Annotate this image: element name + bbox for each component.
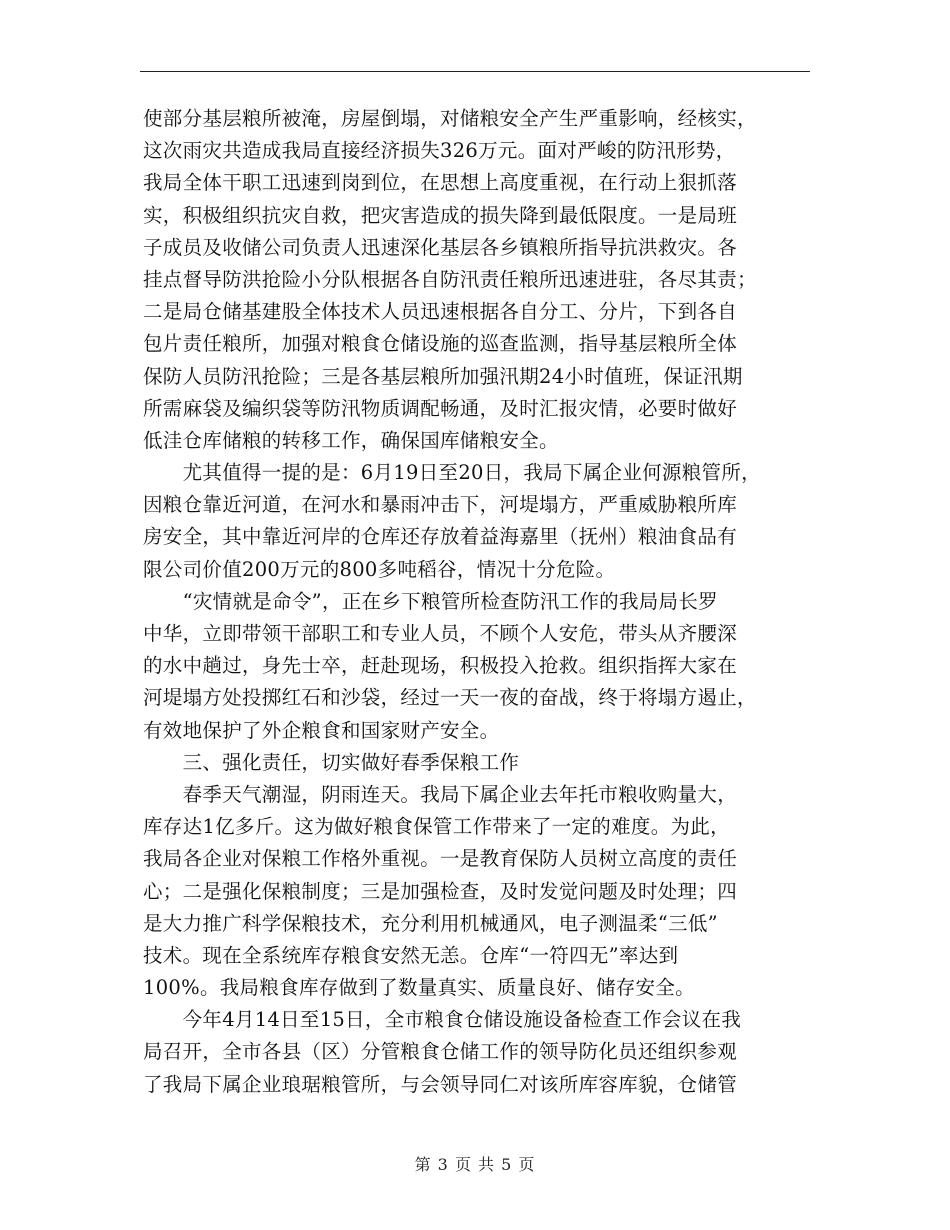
- text-line: 实，积极组织抗灾自救，把灾害造成的损失降到最低限度。一是局班: [143, 203, 738, 227]
- text-line: 有效地保护了外企粮食和国家财产安全。: [143, 718, 500, 742]
- text-line: 所需麻袋及编织袋等防汛物质调配畅通，及时汇报灾情，必要时做好: [143, 396, 738, 420]
- text-line: 低洼仓库储粮的转移工作，确保国库储粮安全。: [143, 428, 559, 452]
- text-line: 是大力推广科学保粮技术，充分利用机械通风，电子测温柔“三低”: [143, 911, 718, 935]
- text-line: 我局全体干职工迅速到岗到位，在思想上高度重视，在行动上狠抓落: [143, 171, 738, 195]
- text-line: 河堤塌方处投掷红石和沙袋，经过一天一夜的奋战，终于将塌方遏止，: [143, 686, 757, 710]
- text-line: 房安全，其中靠近河岸的仓库还存放着益海嘉里（抚州）粮油食品有: [143, 525, 738, 549]
- text-line: 我局各企业对保粮工作格外重视。一是教育保防人员树立高度的责任: [143, 847, 738, 871]
- text-line: 局召开，全市各县（区）分管粮食仓储工作的领导防化员还组织参观: [143, 1040, 738, 1064]
- text-line: 技术。现在全系统库存粮食安然无恙。仓库“一符四无”率达到: [143, 943, 679, 967]
- text-line: 100%。我局粮食库存做到了数量真实、质量良好、储存安全。: [143, 976, 695, 1000]
- text-line: 保防人员防汛抢险；三是各基层粮所加强汛期24小时值班，保证汛期: [143, 364, 743, 388]
- text-line: 包片责任粮所，加强对粮食仓储设施的巡查监测，指导基层粮所全体: [143, 332, 738, 356]
- text-line: 尤其值得一提的是：6月19日至20日，我局下属企业何源粮管所，: [143, 461, 761, 485]
- text-line: 使部分基层粮所被淹，房屋倒塌，对储粮安全产生严重影响，经核实，: [143, 107, 757, 130]
- text-line: 的水中趟过，身先士卒，赶赴现场，积极投入抢救。组织指挥大家在: [143, 654, 738, 678]
- text-line: 挂点督导防洪抢险小分队根据各自防汛责任粮所迅速进驻，各尽其责；: [143, 267, 757, 291]
- document-body: [143, 103, 823, 1101]
- text-line: 限公司价值200万元的800多吨稻谷，情况十分危险。: [143, 557, 616, 581]
- section-heading: 三、强化责任，切实做好春季保粮工作: [143, 750, 520, 774]
- text-line: 中华，立即带领干部职工和专业人员，不顾个人安危，带头从齐腰深: [143, 622, 738, 645]
- text-line: 子成员及收储公司负责人迅速深化基层各乡镇粮所指导抗洪救灾。各: [143, 235, 738, 259]
- text-line: 二是局仓储基建股全体技术人员迅速根据各自分工、分片，下到各自: [143, 300, 738, 324]
- page-number: 第 3 页 共 5 页: [414, 1155, 536, 1174]
- text-line: 心；二是强化保粮制度；三是加强检查，及时发觉问题及时处理；四: [143, 879, 738, 903]
- text-line: 库存达1亿多斤。这为做好粮食保管工作带来了一定的难度。为此，: [143, 815, 730, 839]
- text-line: 因粮仓靠近河道，在河水和暴雨冲击下，河堤塌方，严重威胁粮所库: [143, 493, 738, 517]
- text-line: 春季天气潮湿，阴雨连天。我局下属企业去年托市粮收购量大，: [143, 782, 738, 806]
- text-line: 了我局下属企业琅琚粮管所，与会领导同仁对该所库容库貌，仓储管: [143, 1072, 738, 1096]
- header-rule: [140, 71, 810, 72]
- text-line: 今年4月14日至15日，全市粮食仓储设施设备检查工作会议在我: [143, 1008, 742, 1032]
- text-line: “灾情就是命令”，正在乡下粮管所检查防汛工作的我局局长罗: [143, 589, 718, 613]
- text-line: 这次雨灾共造成我局直接经济损失326万元。面对严峻的防汛形势，: [143, 139, 736, 163]
